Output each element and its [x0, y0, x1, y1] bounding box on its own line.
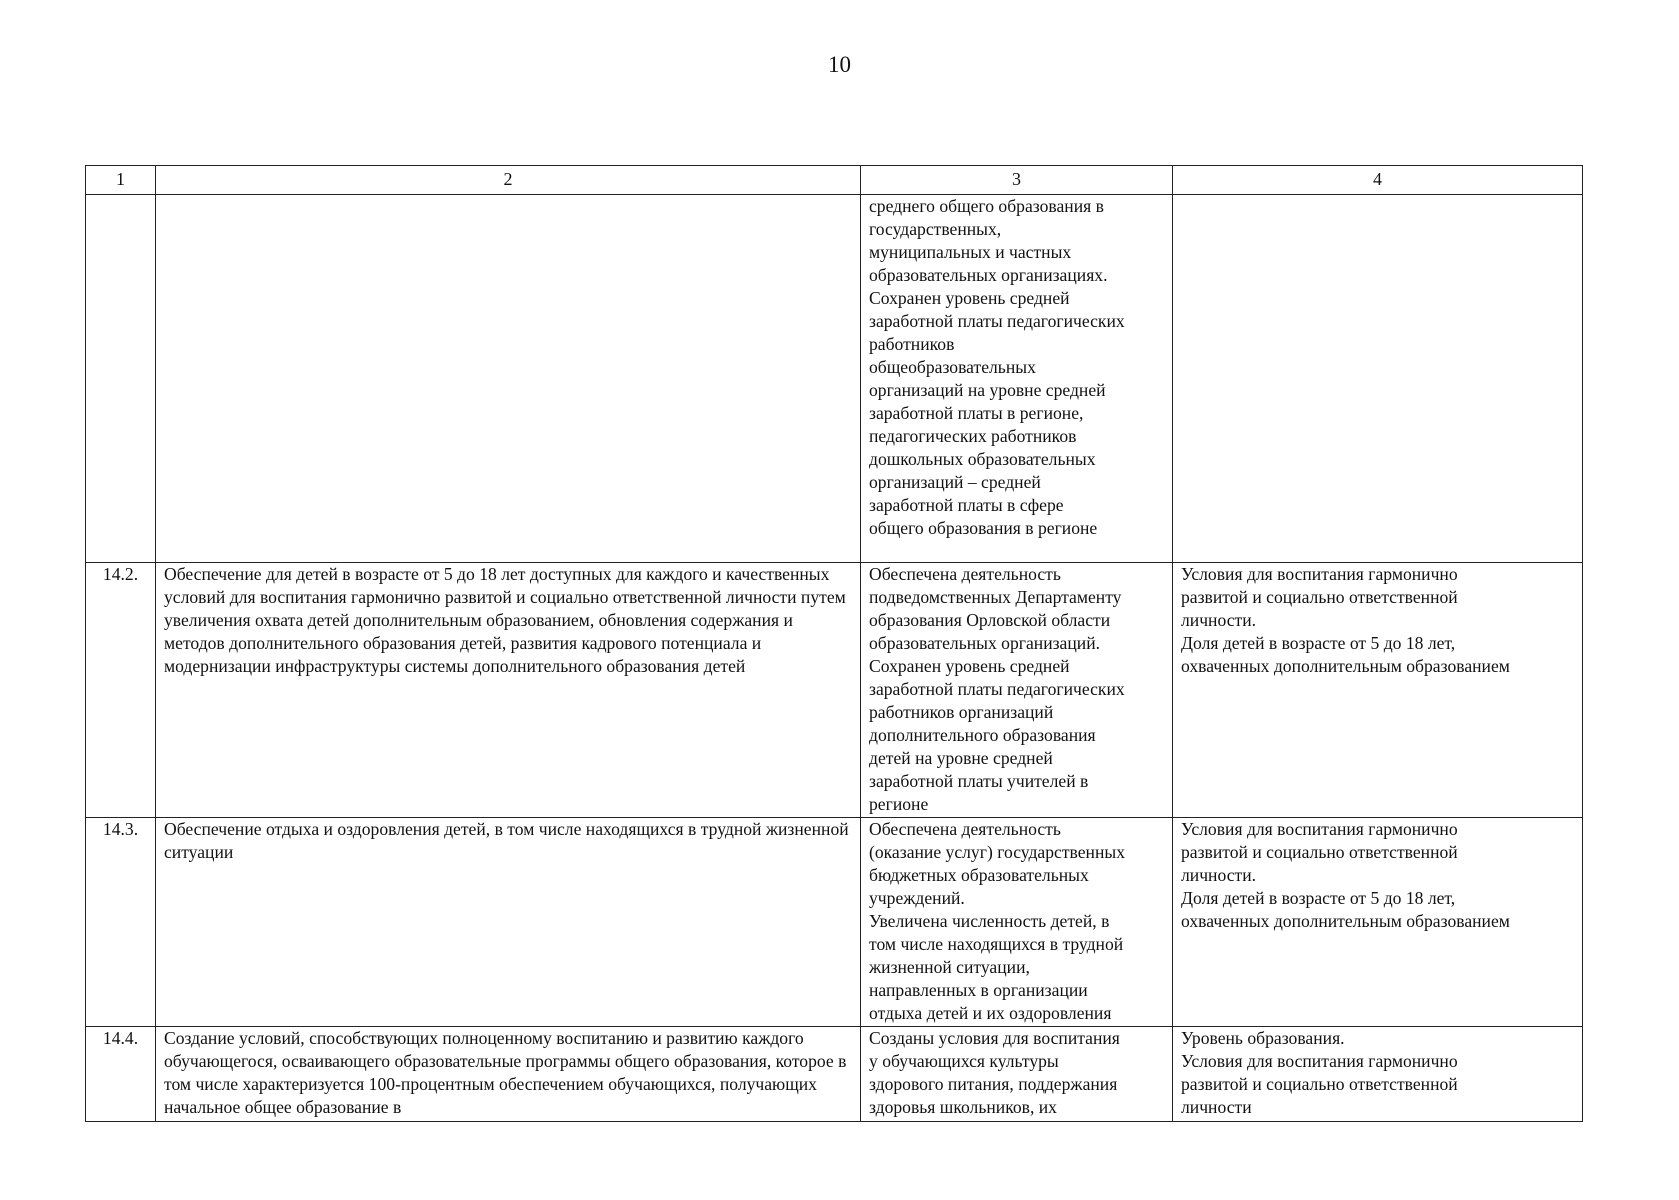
indicator-text: Условия для воспитания гармонично развитой и социально ответственной личности. Доля детей в возрасте от 5 до 18 лет, охваченных дополнительным образованием: [1181, 564, 1510, 676]
result-cell: [861, 818, 1173, 1027]
row-number: [86, 195, 156, 563]
result-cell: [861, 563, 1173, 818]
row-number: 14.2.: [86, 563, 156, 818]
column-header-2: 2: [156, 166, 861, 195]
result-text: Обеспечена деятельность подведомственных Департаменту образования Орловской области образовательных организаций. Сохранен уровень средней заработной платы педагогических работников организаций дополнительного образования детей на уровне средней заработной платы учителей в регионе: [869, 564, 1125, 814]
column-header-1: 1: [86, 166, 156, 195]
result-cell: [861, 195, 1173, 563]
task-text: Создание условий, способствующих полноценному воспитанию и развитию каждого обучающегося, осваивающего образовательные программы общего образования, которое в том числе характеризуется 100-процентным обеспечением обучающихся, получающих начальное общее образование в: [164, 1028, 847, 1117]
result-text: Обеспечена деятельность (оказание услуг) государственных бюджетных образовательных учреждений. Увеличена численность детей, в том числе находящихся в трудной жизненной ситуации, направленных в организации отдыха детей и их оздоровления: [869, 819, 1125, 1023]
task-text: Обеспечение для детей в возрасте от 5 до 18 лет доступных для каждого и качественных условий для воспитания гармонично развитой и социально ответственной личности путем увеличения охвата детей дополнительным образованием, обновления содержания и методов дополнительного образования детей, развития кадрового потенциала и модернизации инфраструктуры системы дополнительного образования детей: [164, 564, 846, 676]
table-header-row: [86, 166, 1583, 195]
row-number: 14.3.: [86, 818, 156, 1027]
indicator-cell: [1173, 563, 1583, 818]
table-row: [86, 1027, 1583, 1122]
column-header-4: 4: [1173, 166, 1583, 195]
indicator-cell: [1173, 1027, 1583, 1122]
task-cell: [156, 1027, 861, 1122]
page-number: 10: [828, 52, 851, 77]
task-cell: [156, 818, 861, 1027]
result-text: Созданы условия для воспитания у обучающихся культуры здорового питания, поддержания здоровья школьников, их: [869, 1028, 1120, 1117]
task-cell: [156, 195, 861, 563]
measures-table: [85, 165, 1583, 1122]
task-cell: [156, 563, 861, 818]
result-text: среднего общего образования в государственных, муниципальных и частных образовательных организациях. Сохранен уровень средней заработной платы педагогических работников общеобразовательных организаций на уровне средней заработной платы в регионе, педагогических работников дошкольных образовательных организаций – средней заработной платы в сфере общего образования в регионе: [869, 196, 1125, 538]
row-number: 14.4.: [86, 1027, 156, 1122]
indicator-text: Уровень образования. Условия для воспитания гармонично развитой и социально ответственной личности: [1181, 1028, 1458, 1117]
task-text: Обеспечение отдыха и оздоровления детей, в том числе находящихся в трудной жизненной ситуации: [164, 819, 849, 862]
table-row: [86, 563, 1583, 818]
table-row: [86, 818, 1583, 1027]
indicator-cell: [1173, 195, 1583, 563]
indicator-text: Условия для воспитания гармонично развитой и социально ответственной личности. Доля детей в возрасте от 5 до 18 лет, охваченных дополнительным образованием: [1181, 819, 1510, 931]
table-row: [86, 195, 1583, 563]
column-header-3: 3: [861, 166, 1173, 195]
indicator-cell: [1173, 818, 1583, 1027]
result-cell: [861, 1027, 1173, 1122]
